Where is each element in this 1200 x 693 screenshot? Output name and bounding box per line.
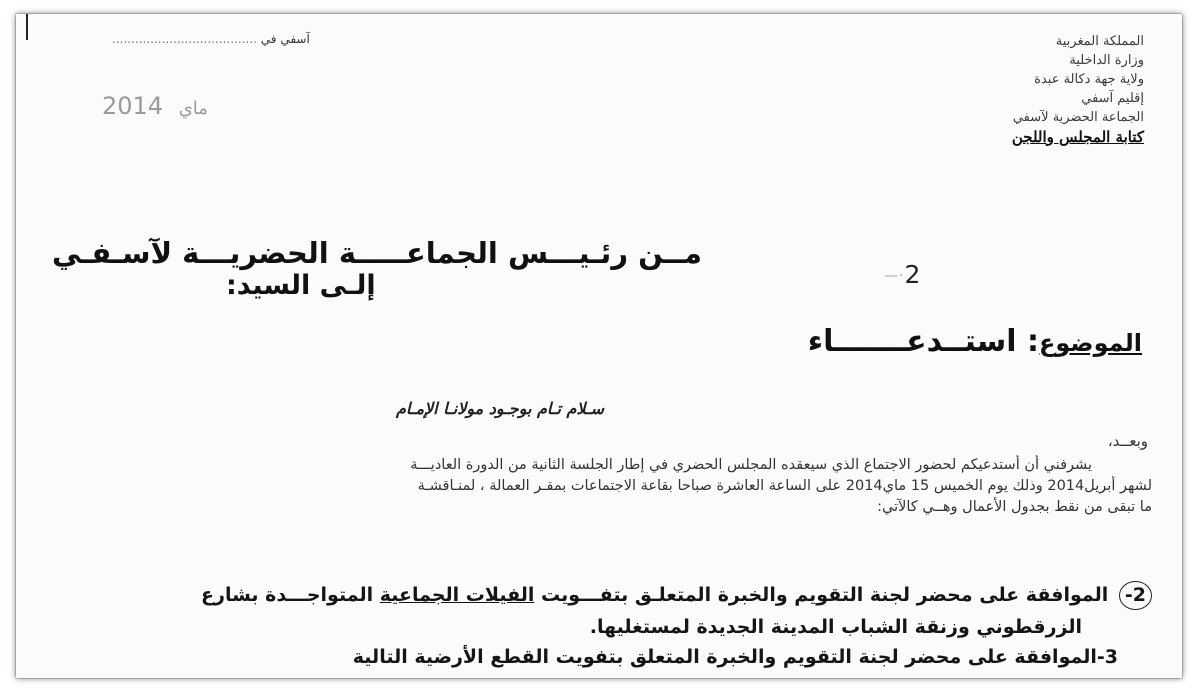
letterhead-line: المملكة المغربية — [1055, 34, 1144, 49]
letterhead-line: وزارة الداخلية — [1069, 53, 1144, 68]
date-dots: ...................................... — [112, 32, 257, 46]
subject-colon: : — [1026, 324, 1039, 359]
place-and-date-line — [112, 32, 310, 46]
body-line: ما تبقى من نقط بجدول الأعمال وهــي كالآتي: — [877, 499, 1152, 515]
date-stamp-year: 2014 — [102, 92, 164, 120]
letterhead-line: الجماعة الحضرية لآسفي — [1012, 110, 1144, 125]
sender-line: مــن رئـيـــس الجماعـــــة الحضريـــة لآسـفـي — [51, 236, 702, 270]
letterhead — [844, 32, 1144, 147]
subject-label: الموضوع — [1038, 329, 1142, 357]
agenda-item-2 — [86, 581, 1152, 610]
agenda-item-2-text-b: المتواجـــدة بشارع — [201, 584, 380, 606]
agenda-item-2-number: 2- — [1119, 581, 1152, 610]
subject-line — [808, 324, 1142, 359]
body-line: لشهر أبريل2014 وذلك يوم الخميس 15 ماي2014 على الساعة العاشرة صباحا بقاعة الاجتماعات بمقـر العمالة ، لمنـاقشـة — [417, 478, 1152, 494]
place-label: آسفي في — [260, 32, 310, 46]
reference-stamp-mark: —· — [884, 268, 905, 284]
body-line: يشرفني أن أستدعيكم لحضور الاجتماع الذي سيعقده المجلس الحضري في إطار الجلسة الثانية من الدورة العاديـــة — [410, 457, 1092, 473]
greeting: سـلام تـام بوجـود مولانـا الإمـام — [396, 399, 605, 418]
letterhead-line: ولاية جهة دكالة عبدة — [1034, 72, 1144, 87]
subject-text: استــدعـــــــاء — [807, 324, 1017, 359]
date-stamp — [102, 92, 208, 120]
agenda-item-2-text-a: الموافقة على محضر لجنة التقويم والخبرة المتعلـق بتفـــويت — [534, 584, 1109, 606]
agenda-item-2-underlined: الفيلات الجماعية — [379, 584, 535, 606]
agenda-item-3: 3-الموافقة على محضر لجنة التقويم والخبرة المتعلق بتفويت القطع الأرضية التالية — [352, 646, 1118, 668]
body-paragraph — [68, 455, 1152, 518]
agenda-item-2-continuation: الزرقطوني وزنقة الشباب المدينة الجديدة لمستغليها. — [589, 616, 1082, 638]
date-stamp-month: ماي — [178, 98, 208, 119]
letter-document — [16, 14, 1182, 678]
salutation-close: وبعــد، — [1107, 432, 1148, 450]
reference-number — [884, 260, 920, 289]
letterhead-office: كتابة المجلس واللجن — [1011, 128, 1144, 146]
recipient-line: إلـى السيد: — [226, 270, 376, 301]
document-frame — [16, 14, 1182, 678]
letterhead-line: إقليم آسفي — [1081, 91, 1144, 106]
reference-value: 2 — [904, 260, 921, 289]
